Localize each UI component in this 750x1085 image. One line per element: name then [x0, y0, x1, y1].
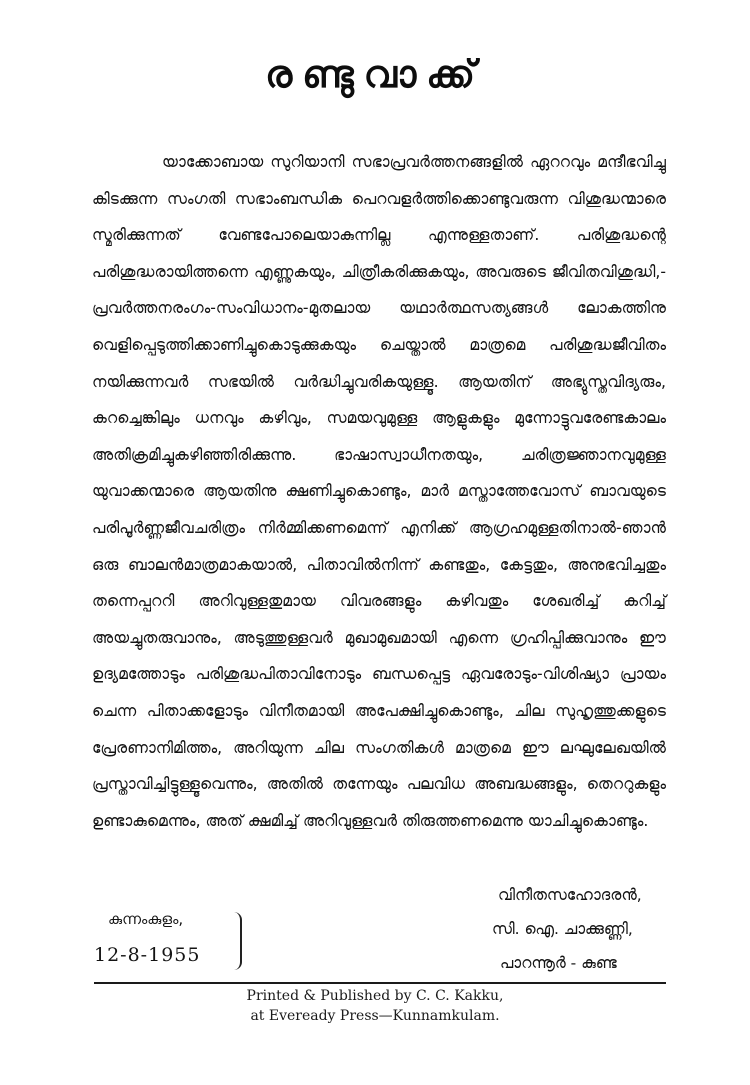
brace-decoration — [230, 912, 242, 970]
imprint-line-2: at Eveready Press—Kunnamkulam. — [250, 1008, 500, 1024]
date-text: 12-8-1955 — [94, 944, 201, 966]
signature-name: സി. ഐ. ചാക്കുണ്ണി, — [492, 920, 633, 938]
place-name: കുന്നംകുളം, — [108, 910, 184, 928]
page-title: രണ്ടുവാക്ക് — [264, 52, 486, 96]
signature-place: പാറന്നൂർ - കുണ്ട — [500, 954, 617, 972]
signature-closing: വിനീതസഹോദരൻ, — [498, 886, 642, 904]
place-date-block — [94, 910, 244, 976]
imprint-line-1: Printed & Published by C. C. Kakku, — [246, 988, 504, 1004]
horizontal-rule — [94, 982, 666, 984]
preface-body: യാക്കോബായ സുറിയാനി സഭാപ്രവർത്തനങ്ങളിൽ ഏററവും മന്ദീഭവിച്ചു കിടക്കുന്ന സംഗതി സഭാംബന്ധിക പെറവളർത്തിക്കൊണ്ടുവരുന്ന വിശുദ്ധന്മാരെ സ്മരിക്കുന്നത് വേണ്ടപോലെയാകുന്നില്ല എന്നുള്ളതാണ്. പരിശുദ്ധന്റെ പരിശുദ്ധരായിത്തന്നെ എണ്ണുകയും, ചിത്രീകരിക്കുകയും, അവരുടെ ജീവിതവിശുദ്ധി,-പ്രവർത്തനരംഗം-സംവിധാനം-മുതലായ യഥാർത്ഥസത്യങ്ങൾ ലോകത്തിനു വെളിപ്പെടുത്തിക്കാണിച്ചുകൊടുക്കുകയും ചെയ്താൽ മാത്രമെ പരിശുദ്ധജീവിതം നയിക്കുന്നവർ സഭയിൽ വർദ്ധിച്ചുവരികയുള്ളൂ. ആയതിന് അഭ്യുസ്തവിദ്യരും, കറച്ചെങ്കിലും ധനവും കഴിവും, സമയവുമുള്ള ആളുകളും മുന്നോട്ടുവരേണ്ടകാലം അതിക്രമിച്ചുകഴിഞ്ഞിരിക്കുന്നു. ഭാഷാസ്വാധീനതയും, ചരിത്രജ്ഞാനവുമുള്ള യുവാക്കന്മാരെ ആയതിനു ക്ഷണിച്ചുകൊണ്ടും, മാർ മസ്താത്തേവോസ് ബാവയുടെ പരിപൂർണ്ണജീവചരിത്രം നിർമ്മിക്കണമെന്ന് എനിക്ക് ആഗ്രഹമുള്ളതിനാൽ-ഞാൻ ഒരു ബാലൻമാത്രമാകയാൽ, പിതാവിൽനിന്ന് കണ്ടതും, കേട്ടതും, അനുഭവിച്ചതും തന്നെപ്പററി അറിവുള്ളതുമായ വിവരങ്ങളും കഴിവതും ശേഖരിച്ച് കറിച്ച് അയച്ചുതരുവാനും, അടുത്തുള്ളവർ മുഖാമുഖമായി എന്നെ ഗ്രഹിപ്പിക്കുവാനും ഈ ഉദ്യമത്തോടും പരിശുദ്ധപിതാവിനോടും ബന്ധപ്പെട്ട ഏവരോടും-വിശിഷ്യാ പ്രായം ചെന്ന പിതാക്കളോടും വിനീതമായി അപേക്ഷിച്ചുകൊണ്ടും, ചില സുഹൃത്തുക്കളുടെ പ്രേരണാനിമിത്തം, അറിയുന്ന ചില സംഗതികൾ മാത്രമെ ഈ ലഘുലേഖയിൽ പ്രസ്താവിച്ചിട്ടുള്ളൂവെന്നും, അതിൽ തന്നേയും പലവിധ അബദ്ധങ്ങളും, തെററുകളും ഉണ്ടാകുമെന്നും, അത് ക്ഷമിച്ച് അറിവുള്ളവർ തിരുത്തണമെന്നു യാചിച്ചുകൊണ്ടും. — [92, 153, 666, 830]
